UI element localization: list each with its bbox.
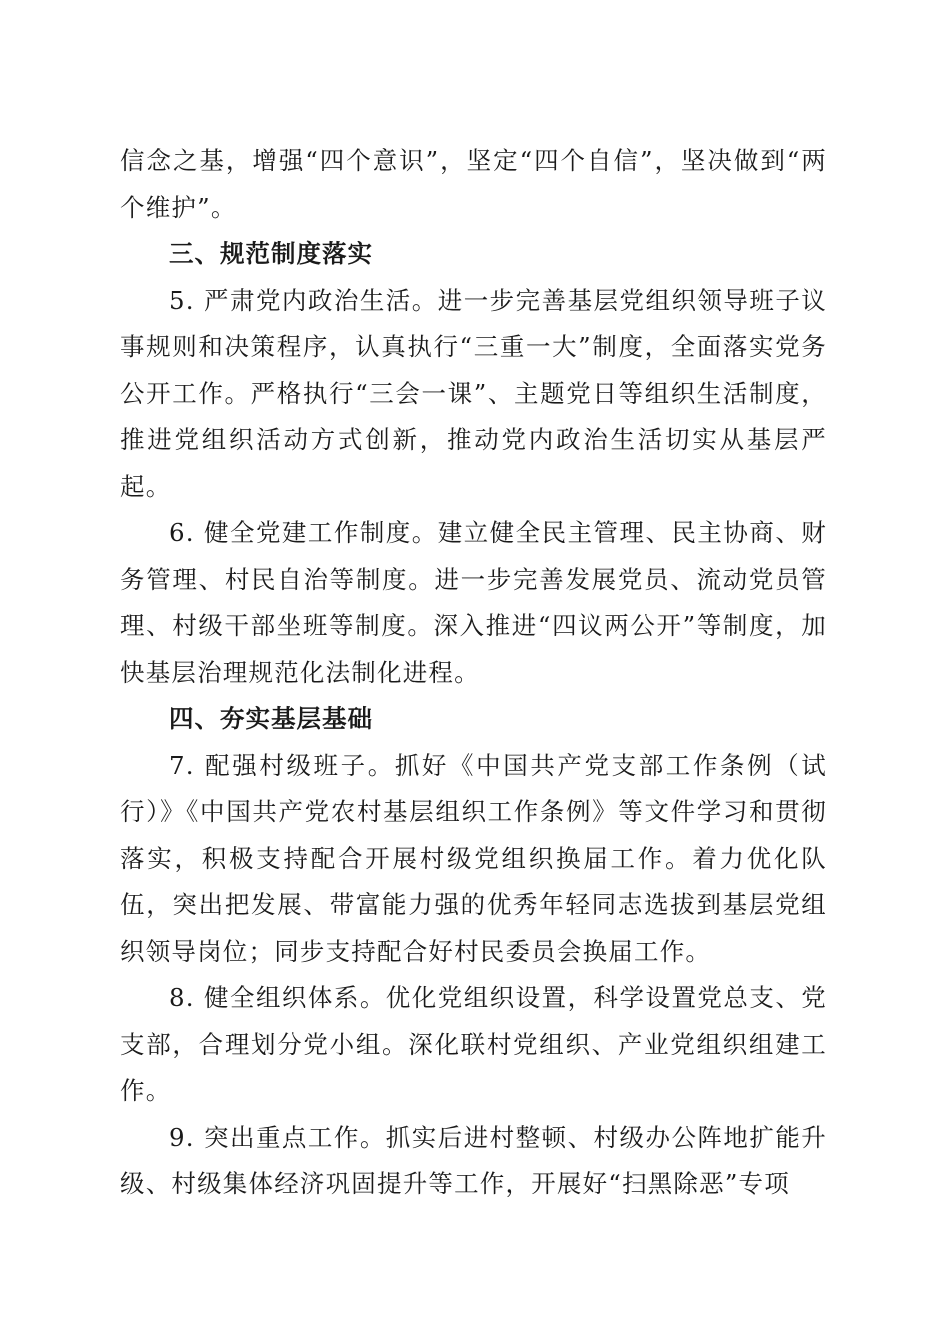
document-page <box>120 138 827 1208</box>
section-heading-3: 三、规范制度落实 <box>169 239 373 268</box>
paragraph-item-7: 7. 配强村级班子。抓好《中国共产党支部工作条例（试行）》《中国共产党农村基层组织工作条例》等文件学习和贯彻落实，积极支持配合开展村级党组织换届工作。着力优化队伍，突出把发展、带富能力强的优秀年轻同志选拔到基层党组织领导岗位；同步支持配合好村民委员会换届工作。 <box>120 750 827 966</box>
section-heading-4: 四、夯实基层基础 <box>169 704 373 733</box>
paragraph-item-6: 6. 健全党建工作制度。建立健全民主管理、民主协商、财务管理、村民自治等制度。进一步完善发展党员、流动党员管理、村级干部坐班等制度。深入推进“四议两公开”等制度，加快基层治理规范化法制化进程。 <box>120 518 827 687</box>
continued-paragraph: 信念之基，增强“四个意识”，坚定“四个自信”，坚决做到“两个维护”。 <box>120 146 827 222</box>
paragraph-item-5: 5. 严肃党内政治生活。进一步完善基层党组织领导班子议事规则和决策程序，认真执行“三重一大”制度，全面落实党务公开工作。严格执行“三会一课”、主题党日等组织生活制度，推进党组织活动方式创新，推动党内政治生活切实从基层严起。 <box>120 285 827 501</box>
paragraph-item-8: 8. 健全组织体系。优化党组织设置，科学设置党总支、党支部，合理划分党小组。深化联村党组织、产业党组织组建工作。 <box>120 983 827 1105</box>
paragraph-item-9: 9. 突出重点工作。抓实后进村整顿、村级办公阵地扩能升级、村级集体经济巩固提升等工作，开展好“扫黑除恶”专项 <box>120 1122 827 1198</box>
